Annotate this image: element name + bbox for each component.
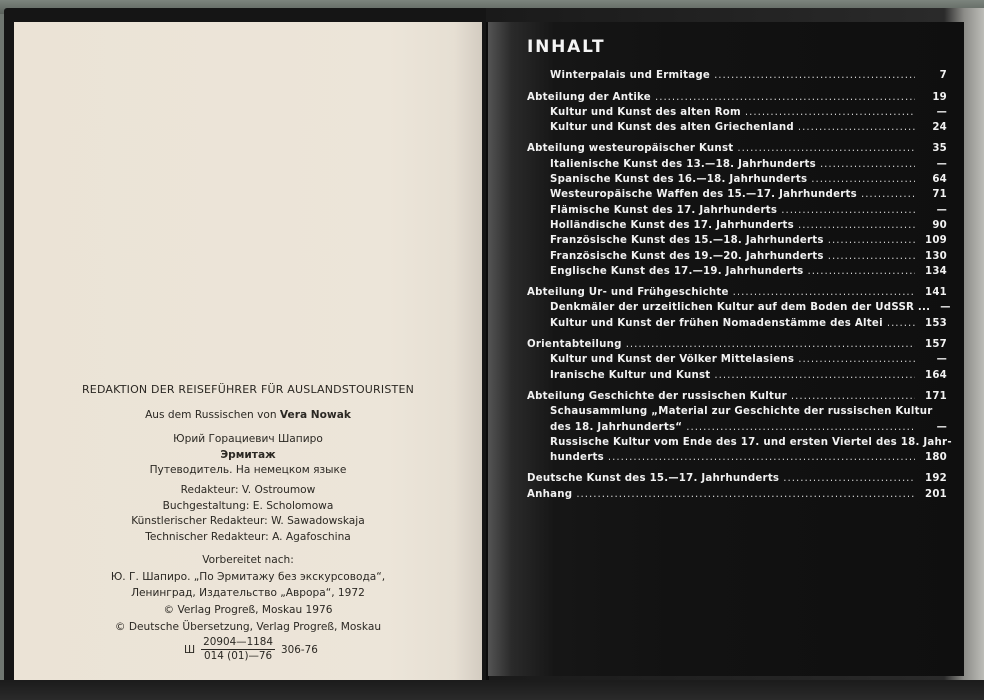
contents-title: INHALT: [527, 37, 606, 57]
dot-leader: [733, 287, 915, 298]
toc-entry: Russische Kultur vom Ende des 17. und ersten Viertel des 18. Jahr-: [550, 436, 952, 448]
dot-leader: [798, 220, 915, 231]
toc-entry: Spanische Kunst des 16.—18. Jahrhunderts ..... 64: [527, 170, 947, 185]
toc-entry: Französische Kunst des 15.—18. Jahrhunderts ..... 109: [527, 231, 947, 246]
dot-leader: [783, 473, 915, 484]
toc-entry: Schausammlung „Material zur Geschichte der russischen Kultur: [550, 406, 933, 418]
dot-leader: [808, 266, 916, 277]
toc-section: Orientabteilung ..... 157: [527, 335, 947, 350]
toc-entry: Englische Kunst des 17.—19. Jahrhunderts ..... 134: [527, 262, 947, 277]
contents-list: [527, 66, 952, 500]
dot-leader: [861, 189, 915, 200]
dot-leader: [798, 122, 915, 133]
dot-leader: [737, 143, 915, 154]
toc-section: Anhang ..... 201: [527, 484, 947, 499]
dot-leader: [608, 452, 915, 463]
russian-imprint: [14, 432, 482, 479]
toc-entry: hunderts ..... 180: [527, 448, 947, 463]
translator-credit: Aus dem Russischen von Vera Nowak: [145, 409, 351, 421]
dot-leader: [626, 339, 915, 350]
dot-leader: [887, 318, 915, 329]
toc-section: Deutsche Kunst des 15.—17. Jahrhunderts ..... 192: [527, 469, 947, 484]
dot-leader: [714, 70, 915, 81]
book-bottom-edge: [0, 680, 984, 700]
dot-leader: [745, 107, 915, 118]
toc-entry: Flämische Kunst des 17. Jahrhunderts ..... —: [527, 200, 947, 215]
credit-line: Technischer Redakteur: A. Agafoschina: [145, 530, 351, 543]
contents-page: [488, 22, 964, 676]
credit-line: Künstlerischer Redakteur: W. Sawadowskaja: [131, 515, 365, 527]
toc-entry: Französische Kunst des 19.—20. Jahrhunderts ..... 130: [527, 246, 947, 261]
toc-entry: Kultur und Kunst des alten Griechenland ..... 24: [527, 118, 947, 133]
catalog-code: Ш $\frac{20904—1184}{014 (01)—76}$ 306-76: [184, 636, 318, 662]
imprint-page: [14, 22, 482, 680]
editorial-line: REDAKTION DER REISEFÜHRER FÜR AUSLANDSTOURISTEN: [81, 383, 415, 396]
source-note: Vorbereitet nach: Ю. Г. Шапиро. „По Эрмитажу без экскурсовода“, Ленинград, Издательство „Аврора“, 1972: [110, 554, 386, 599]
toc-entry: des 18. Jahrhunderts“ ..... —: [527, 417, 947, 432]
toc-entry: Kultur und Kunst der frühen Nomadenstämme des Altei ..... 153: [527, 313, 947, 328]
toc-entry: Kultur und Kunst der Völker Mittelasiens ..... —: [527, 350, 947, 365]
toc-section: Abteilung Ur- und Frühgeschichte ..... 141: [527, 283, 947, 298]
toc-entry: Holländische Kunst des 17. Jahrhunderts ..... 90: [527, 216, 947, 231]
toc-entry: Kultur und Kunst des alten Rom ..... —: [527, 103, 947, 118]
credits-list: [14, 483, 482, 545]
dot-leader: [655, 92, 915, 103]
code-fraction: $\frac{20904—1184}{014 (01)—76}$: [203, 636, 274, 662]
dot-leader: [820, 159, 915, 170]
copyright-notice: © Verlag Progreß, Moskau 1976 © Deutsche Übersetzung, Verlag Progreß, Moskau: [114, 604, 382, 633]
toc-entry: Denkmäler der urzeitlichen Kultur auf dem Boden der UdSSR ... —: [550, 302, 951, 314]
toc-entry: Italienische Kunst des 13.—18. Jahrhunderts ..... —: [527, 154, 947, 169]
toc-entry: Westeuropäische Waffen des 15.—17. Jahrhunderts ..... 71: [527, 185, 947, 200]
toc-entry: Winterpalais und Ermitage ..... 7: [527, 66, 947, 81]
dot-leader: [791, 391, 915, 402]
dot-leader: [828, 235, 915, 246]
russian-subtitle: Путеводитель. На немецком языке: [149, 464, 347, 476]
translator-name: Vera Nowak: [279, 409, 351, 421]
russian-title: Эрмитаж: [220, 448, 276, 461]
dot-leader: [686, 422, 915, 433]
toc-section: Abteilung westeuropäischer Kunst ..... 35: [527, 139, 947, 154]
credit-line: Redakteur: V. Ostroumow: [180, 484, 316, 496]
toc-section: Abteilung Geschichte der russischen Kultur ..... 171: [527, 387, 947, 402]
dot-leader: [811, 174, 915, 185]
dot-leader: [576, 489, 915, 500]
credit-line: Buchgestaltung: E. Scholomowa: [162, 499, 334, 512]
dot-leader: [798, 354, 915, 365]
toc-entry: Iranische Kultur und Kunst ..... 164: [527, 365, 947, 380]
toc-section: Abteilung der Antike ..... 19: [527, 87, 947, 102]
dot-leader: [781, 205, 915, 216]
dot-leader: [714, 370, 915, 381]
dot-leader: [828, 251, 915, 262]
russian-author: Юрий Горациевич Шапиро: [173, 433, 323, 445]
